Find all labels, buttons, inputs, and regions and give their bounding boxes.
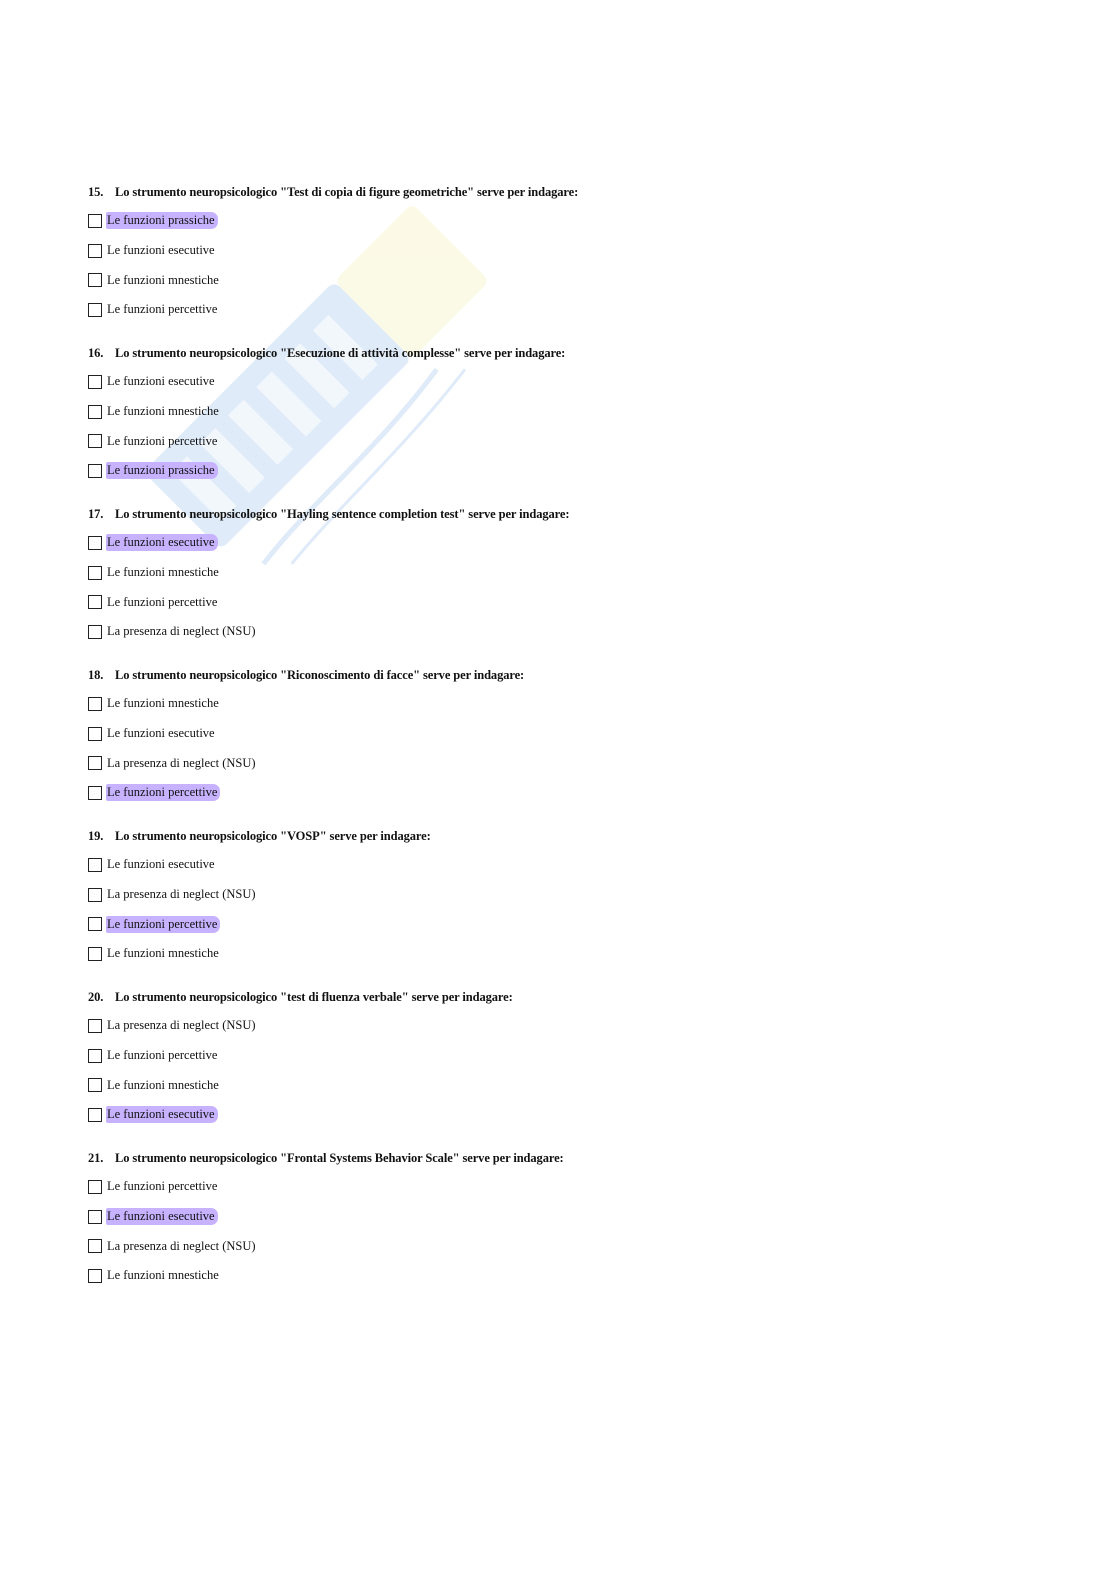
answer-option[interactable] — [88, 295, 988, 325]
answer-label: Le funzioni mnestiche — [107, 272, 219, 287]
answer-option[interactable] — [88, 1070, 988, 1100]
answer-option[interactable] — [88, 719, 988, 749]
question-block — [88, 1144, 988, 1305]
answer-checkbox[interactable] — [88, 595, 102, 609]
answer-checkbox[interactable] — [88, 375, 102, 389]
question-heading — [88, 822, 988, 850]
answer-label: Le funzioni mnestiche — [107, 696, 219, 711]
answer-label-highlighted: Le funzioni esecutive — [106, 1208, 218, 1225]
answer-checkbox[interactable] — [88, 858, 102, 872]
answer-checkbox[interactable] — [88, 1108, 102, 1122]
answer-label: La presenza di neglect (NSU) — [107, 755, 256, 770]
answer-label: La presenza di neglect (NSU) — [107, 1018, 256, 1033]
answer-option[interactable] — [88, 850, 988, 880]
answer-checkbox[interactable] — [88, 1019, 102, 1033]
question-number: 15. — [88, 184, 104, 199]
answer-checkbox[interactable] — [88, 273, 102, 287]
answer-checkbox[interactable] — [88, 566, 102, 580]
answer-checkbox[interactable] — [88, 464, 102, 478]
answer-label: Le funzioni esecutive — [107, 243, 215, 258]
question-heading — [88, 339, 988, 367]
answer-checkbox[interactable] — [88, 1210, 102, 1224]
question-number: 18. — [88, 667, 104, 682]
question-block — [88, 500, 988, 661]
question-block — [88, 661, 988, 822]
question-heading — [88, 178, 988, 206]
answer-label: Le funzioni mnestiche — [107, 1268, 219, 1283]
question-block — [88, 983, 988, 1144]
question-text: Lo strumento neuropsicologico "Riconoscimento di facce" serve per indagare: — [115, 667, 525, 682]
answer-label: La presenza di neglect (NSU) — [107, 1238, 256, 1253]
quiz-list — [88, 178, 988, 1305]
answer-checkbox[interactable] — [88, 917, 102, 931]
question-number: 20. — [88, 989, 104, 1004]
answer-option[interactable] — [88, 1041, 988, 1071]
answer-option[interactable] — [88, 1172, 988, 1202]
question-text: Lo strumento neuropsicologico "Frontal Systems Behavior Scale" serve per indagare: — [115, 1150, 564, 1165]
question-number: 19. — [88, 828, 104, 843]
answer-label: Le funzioni esecutive — [107, 857, 215, 872]
answer-label: La presenza di neglect (NSU) — [107, 624, 256, 639]
answer-checkbox[interactable] — [88, 947, 102, 961]
question-text: Lo strumento neuropsicologico "Hayling sentence completion test" serve per indagare: — [115, 506, 570, 521]
answer-option[interactable] — [88, 880, 988, 910]
answer-option[interactable] — [88, 206, 988, 236]
answer-label-highlighted: Le funzioni percettive — [106, 784, 220, 801]
answer-checkbox[interactable] — [88, 303, 102, 317]
question-block — [88, 822, 988, 983]
answer-option[interactable] — [88, 1202, 988, 1232]
answer-label: Le funzioni percettive — [107, 594, 218, 609]
question-block — [88, 178, 988, 339]
answer-checkbox[interactable] — [88, 888, 102, 902]
question-text: Lo strumento neuropsicologico "Test di copia di figure geometriche" serve per indagare: — [115, 184, 579, 199]
answer-checkbox[interactable] — [88, 434, 102, 448]
question-text: Lo strumento neuropsicologico "VOSP" serve per indagare: — [115, 828, 431, 843]
answer-checkbox[interactable] — [88, 244, 102, 258]
answer-option[interactable] — [88, 1261, 988, 1291]
answer-option[interactable] — [88, 587, 988, 617]
question-heading — [88, 500, 988, 528]
question-heading — [88, 661, 988, 689]
answer-label: La presenza di neglect (NSU) — [107, 887, 256, 902]
answer-option[interactable] — [88, 748, 988, 778]
answer-option[interactable] — [88, 558, 988, 588]
answer-option[interactable] — [88, 528, 988, 558]
question-number: 17. — [88, 506, 104, 521]
answer-checkbox[interactable] — [88, 1078, 102, 1092]
answer-option[interactable] — [88, 939, 988, 969]
answer-label: Le funzioni percettive — [107, 1048, 218, 1063]
answer-label-highlighted: Le funzioni esecutive — [106, 1106, 218, 1123]
question-heading — [88, 1144, 988, 1172]
question-block — [88, 339, 988, 500]
question-text: Lo strumento neuropsicologico "Esecuzione di attività complesse" serve per indagare: — [115, 345, 566, 360]
answer-option[interactable] — [88, 426, 988, 456]
answer-checkbox[interactable] — [88, 214, 102, 228]
answer-checkbox[interactable] — [88, 1180, 102, 1194]
answer-label: Le funzioni mnestiche — [107, 565, 219, 580]
answer-checkbox[interactable] — [88, 405, 102, 419]
answer-option[interactable] — [88, 689, 988, 719]
answer-label: Le funzioni mnestiche — [107, 404, 219, 419]
answer-checkbox[interactable] — [88, 756, 102, 770]
answer-option[interactable] — [88, 265, 988, 295]
answer-label-highlighted: Le funzioni prassiche — [106, 462, 218, 479]
answer-option[interactable] — [88, 1231, 988, 1261]
answer-option[interactable] — [88, 456, 988, 486]
answer-label: Le funzioni percettive — [107, 1179, 218, 1194]
question-number: 16. — [88, 345, 104, 360]
answer-option[interactable] — [88, 397, 988, 427]
answer-option[interactable] — [88, 909, 988, 939]
answer-option[interactable] — [88, 617, 988, 647]
answer-label-highlighted: Le funzioni esecutive — [106, 534, 218, 551]
answer-label: Le funzioni esecutive — [107, 374, 215, 389]
answer-option[interactable] — [88, 367, 988, 397]
answer-label-highlighted: Le funzioni percettive — [106, 916, 220, 933]
answer-checkbox[interactable] — [88, 1049, 102, 1063]
question-text: Lo strumento neuropsicologico "test di fluenza verbale" serve per indagare: — [115, 989, 513, 1004]
answer-checkbox[interactable] — [88, 1269, 102, 1283]
answer-checkbox[interactable] — [88, 727, 102, 741]
answer-option[interactable] — [88, 236, 988, 266]
answer-option[interactable] — [88, 1011, 988, 1041]
answer-checkbox[interactable] — [88, 1239, 102, 1253]
answer-option[interactable] — [88, 778, 988, 808]
answer-checkbox[interactable] — [88, 786, 102, 800]
answer-checkbox[interactable] — [88, 625, 102, 639]
question-number: 21. — [88, 1150, 104, 1165]
answer-option[interactable] — [88, 1100, 988, 1130]
answer-checkbox[interactable] — [88, 697, 102, 711]
answer-label-highlighted: Le funzioni prassiche — [106, 212, 218, 229]
answer-label: Le funzioni mnestiche — [107, 1077, 219, 1092]
answer-checkbox[interactable] — [88, 536, 102, 550]
answer-label: Le funzioni percettive — [107, 433, 218, 448]
answer-label: Le funzioni percettive — [107, 302, 218, 317]
question-heading — [88, 983, 988, 1011]
answer-label: Le funzioni mnestiche — [107, 946, 219, 961]
answer-label: Le funzioni esecutive — [107, 726, 215, 741]
